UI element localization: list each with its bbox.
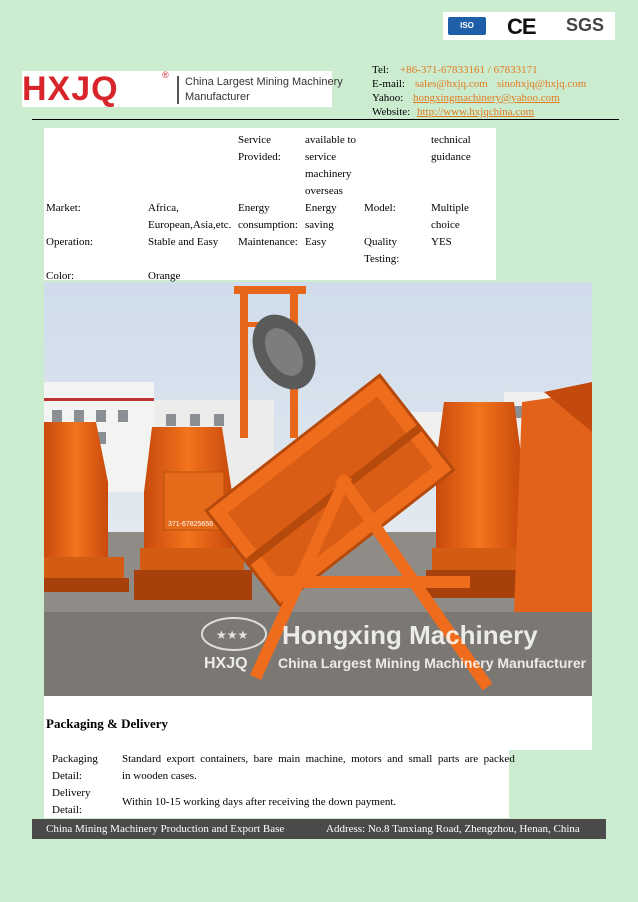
website-link[interactable]: http://www.hxjqchina.com [417,106,535,118]
delivery-label: Delivery [52,787,91,799]
header-divider [32,119,619,120]
iso-badge: ISO [448,17,486,35]
logo-divider [177,76,179,104]
tech-value-2: guidance [431,151,471,163]
email-link-2[interactable]: sinohxjq@hxjq.com [497,78,587,90]
email-link[interactable]: sales@hxjq.com [415,78,488,90]
service-label-2: Provided: [238,151,281,163]
service-value: available to [305,134,357,146]
footer-address: Address: No.8 Tanxiang Road, Zhengzhou, Henan, China [326,823,580,835]
service-label: Service [238,134,271,146]
packaging-heading: Packaging & Delivery [46,716,169,731]
market-value-2: European,Asia,etc. [148,219,232,231]
website-label: Website: [372,106,411,118]
quality-value: YES [431,236,452,248]
packaging-value-2: in wooden cases. [122,770,197,782]
footer-left: China Mining Machinery Production and Export Base [46,823,285,835]
yahoo-link[interactable]: hongxingmachinery@yahoo.com [413,92,560,104]
yahoo-label: Yahoo: [372,92,404,104]
service-value-2: service [305,151,337,163]
sgs-badge: SGS [566,15,605,35]
mill-illustration [44,282,592,696]
quality-label: Quality [364,236,397,248]
color-label: Color: [46,270,75,282]
delivery-label-2: Detail: [52,804,82,816]
company-logo: HXJQ [22,70,119,108]
packaging-label-2: Detail: [52,770,82,782]
maintenance-value: Easy [305,236,327,248]
watermark-title: Hongxing Machinery [282,620,538,650]
market-value: Africa, [148,202,179,214]
model-label: Model: [364,202,396,214]
energy-value: Energy [305,202,337,214]
energy-value-2: saving [305,219,334,231]
color-value: Orange [148,270,181,282]
operation-label: Operation: [46,236,94,248]
svg-text:★★★: ★★★ [216,628,249,642]
maintenance-label: Maintenance: [238,236,298,248]
service-value-3: machinery [305,168,352,180]
energy-label-2: consumption: [238,219,298,231]
logo-tagline-2: Manufacturer [185,91,250,103]
tel-value: +86-371-67833161 / 67833171 [400,64,538,76]
tel-label: Tel: [372,64,389,76]
packaging-value: Standard export containers, bare main machine, motors and small parts are packed [122,753,515,765]
tech-value: technical [431,134,471,146]
delivery-value: Within 10-15 working days after receiving the down payment. [122,796,397,808]
service-value-4: overseas [305,185,343,197]
watermark-logo: HXJQ [204,655,248,672]
model-value-2: choice [431,219,460,231]
quality-label-2: Testing: [364,253,400,265]
registered-mark: ® [162,70,169,80]
email-label: E-mail: [372,78,405,90]
packaging-label: Packaging [52,753,98,765]
operation-value: Stable and Easy [148,236,219,248]
logo-tagline: China Largest Mining Machinery [185,76,343,88]
ce-mark: CE [507,14,536,39]
product-photo [44,282,592,696]
watermark-tagline: China Largest Mining Machinery Manufacturer [278,655,587,671]
model-value: Multiple [431,202,469,214]
market-label: Market: [46,202,81,214]
mill-phone-label: 371-67825656 [168,521,214,528]
energy-label: Energy [238,202,270,214]
